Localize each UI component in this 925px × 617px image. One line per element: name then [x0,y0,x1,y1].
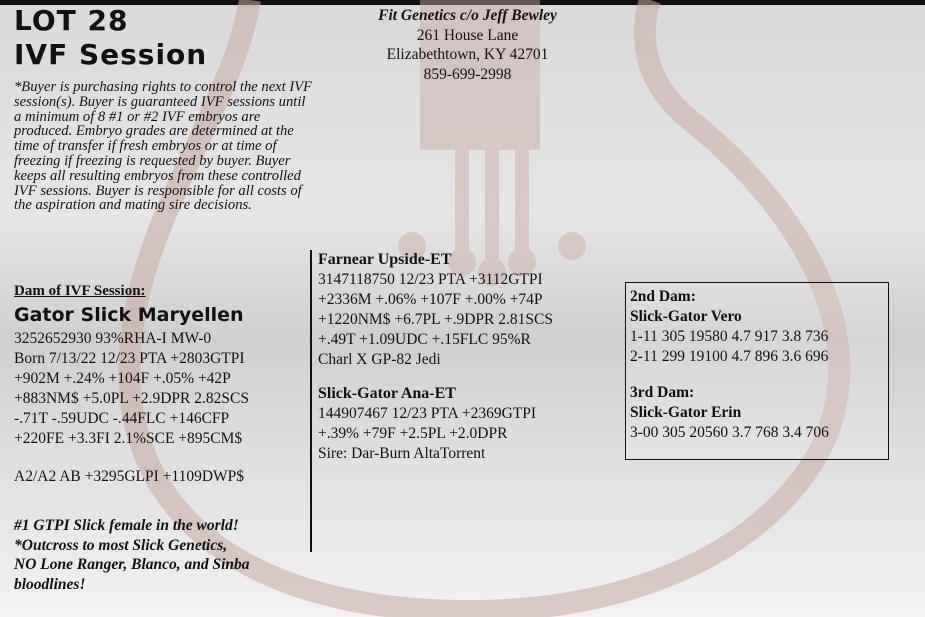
dam-line: 3252652930 93%RHA-I MW-0 [14,330,212,347]
granddam-details [318,404,618,464]
dam-line: -.71T -.59UDC -.44FLC +146CFP [14,410,230,427]
contact-name: Fit Genetics c/o Jeff Bewley [378,7,557,24]
granddam-line: Sire: Dar-Burn AltaTorrent [318,445,486,462]
lot-title [14,4,207,72]
second-dam-record: 2-11 299 19100 4.7 896 3.6 696 [630,348,829,365]
lot-number: LOT 28 [14,4,129,37]
dam-line: +883NM$ +5.0PL +2.9DPR 2.82SCS [14,390,249,407]
note-line: NO Lone Ranger, Blanco, and Sinba [14,556,250,573]
granddam-line: +.39% +79F +2.5PL +2.0DPR [318,425,508,442]
sire-line: Charl X GP-82 Jedi [318,351,441,368]
sire-details [318,270,618,370]
dam-details [14,329,314,449]
pedigree-box [625,282,889,460]
sire-line: +1220NM$ +6.7PL +.9DPR 2.81SCS [318,311,553,328]
highlight-notes [14,516,324,594]
third-dam-record: 3-00 305 20560 3.7 768 3.4 706 [630,424,829,441]
third-dam-heading: 3rd Dam: [630,384,695,401]
second-dam-name: Slick-Gator Vero [630,308,742,325]
dam-line: +220FE +3.3FI 2.1%SCE +895CM$ [14,430,243,447]
note-line: bloodlines! [14,575,86,593]
sire-line: +.49T +1.09UDC +.15FLC 95%R [318,331,531,348]
granddam-line: 144907467 12/23 PTA +2369GTPI [318,405,537,422]
dam-line: Born 7/13/22 12/23 PTA +2803GTPI [14,350,245,367]
sire-section [310,250,553,552]
sire-line: +2336M +.06% +107F +.00% +74P [318,291,543,308]
contact-street: 261 House Lane [416,26,519,44]
dam-heading: Dam of IVF Session: [14,283,146,299]
sire-line: 3147118750 12/23 PTA +3112GTPI [318,271,543,288]
second-dam-heading: 2nd Dam: [630,288,696,305]
note-line: *Outcross to most Slick Genetics, [14,536,228,554]
dam-genomics: A2/A2 AB +3295GLPI +1109DWP$ [14,468,245,485]
third-dam-name: Slick-Gator Erin [630,404,742,421]
note-line: #1 GTPI Slick female in the world! [14,517,239,534]
contact-phone: 859-699-2998 [423,65,512,83]
second-dam-record: 1-11 305 19580 4.7 917 3.8 736 [630,328,829,345]
dam-line: +902M +.24% +104F +.05% +42P [14,370,231,387]
contact-block [355,6,580,84]
contact-city: Elizabethtown, KY 42701 [386,46,549,63]
granddam-name: Slick-Gator Ana-ET [318,385,456,402]
lot-subtitle: IVF Session [14,38,208,71]
dam-name: Gator Slick Maryellen [14,304,244,326]
sire-name: Farnear Upside-ET [318,251,452,268]
intro-terms: *Buyer is purchasing rights to control the next IVF session(s). Buyer is guaranteed IVF sessions until a minimum of 8 #1 or #2 IVF embryos are produced. Embryo grades are determined at the time of transfer if fresh embryos or at time of freezing if freezing is requested by buyer. Buyer keeps all resulting embryos from these controlled IVF sessions. Buyer is responsible for all costs of the aspiration and mating sire decisions. [14,79,313,214]
